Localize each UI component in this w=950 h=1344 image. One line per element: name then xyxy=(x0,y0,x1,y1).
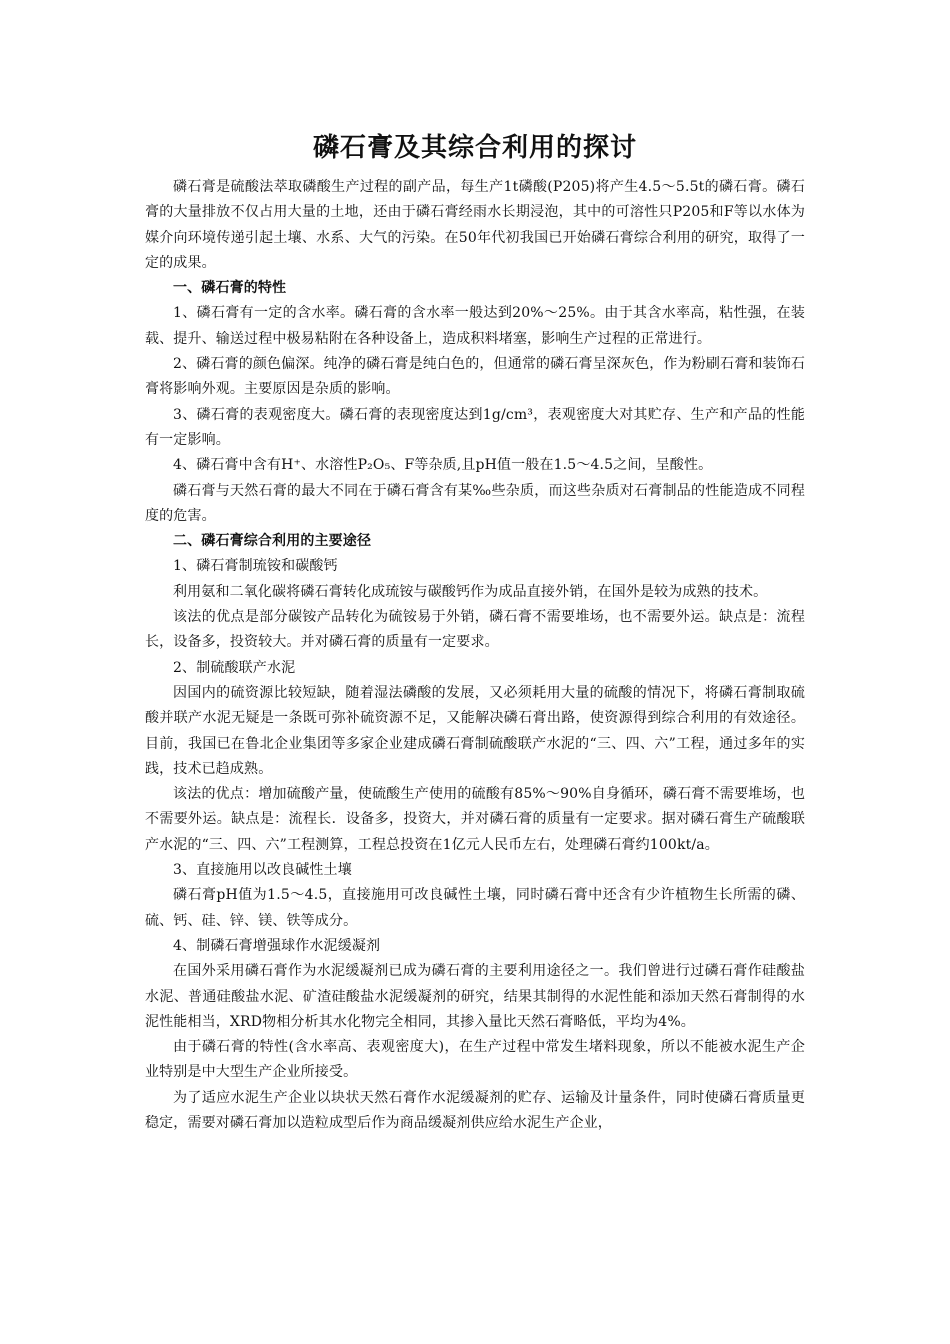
paragraph: 2、磷石膏的颜色偏深。纯净的磷石膏是纯白色的，但通常的磷石膏呈深灰色，作为粉刷石膏和装饰石膏将影响外观。主要原因是杂质的影响。 xyxy=(145,356,805,398)
paragraph: 4、制磷石膏增强球作水泥缓凝剂 xyxy=(173,937,381,954)
paragraph: 在国外采用磷石膏作为水泥缓凝剂已成为磷石膏的主要利用途径之一。我们曾进行过磷石膏作硅酸盐水泥、普通硅酸盐水泥、矿渣硅酸盐水泥缓凝剂的研究，结果其制得的水泥性能和添加天然石膏制得的水泥性能相当，XRD物相分析其水化物完全相同，其掺入量比天然石膏略低，平均为4%。 xyxy=(145,963,805,1030)
paragraph: 该法的优点：增加硫酸产量，使硫酸生产使用的硫酸有85%～90%自身循环，磷石膏不需要堆场，也不需要外运。缺点是：流程长．设备多，投资大，并对磷石膏的质量有一定要求。据对磷石膏生产硫酸联产水泥的“三、四、六”工程测算，工程总投资在1亿元人民币左右，处理磷石膏约100kt/a。 xyxy=(145,786,805,853)
paragraph: 为了适应水泥生产企业以块状天然石膏作水泥缓凝剂的贮存、运输及计量条件，同时使磷石膏质量更稳定，需要对磷石膏加以造粒成型后作为商品缓凝剂供应给水泥生产企业， xyxy=(145,1089,805,1131)
paragraph: 3、磷石膏的表观密度大。磷石膏的表现密度达到1g/cm³，表观密度大对其贮存、生产和产品的性能有一定影响。 xyxy=(145,406,805,448)
section-heading: 一、磷石膏的特性 xyxy=(173,280,287,297)
paragraph: 该法的优点是部分碳铵产品转化为硫铵易于外销，磷石膏不需要堆场，也不需要外运。缺点是：流程长，设备多，投资较大。并对磷石膏的质量有一定要求。 xyxy=(145,609,805,651)
paragraph: 1、磷石膏有一定的含水率。磷石膏的含水率一般达到20%～25%。由于其含水率高，粘性强，在装载、提升、输送过程中极易粘附在各种设备上，造成积料堵塞，影响生产过程的正常进行。 xyxy=(145,305,805,347)
document-title: 磷石膏及其综合利用的探讨 xyxy=(312,133,637,163)
section-heading: 二、磷石膏综合利用的主要途径 xyxy=(173,533,372,550)
paragraph: 磷石膏pH值为1.5～4.5，直接施用可改良碱性土壤，同时磷石膏中还含有少许植物生长所需的磷、硫、钙、硅、锌、镁、铁等成分。 xyxy=(145,887,805,929)
paragraph: 利用氨和二氧化碳将磷石膏转化成琉铵与碳酸钙作为成品直接外销，在国外是较为成熟的技术。 xyxy=(173,583,768,600)
paragraph: 因国内的硫资源比较短缺，随着湿法磷酸的发展，又必须耗用大量的硫酸的情况下，将磷石膏制取硫酸并联产水泥无疑是一条既可弥补硫资源不足，又能解决磷石膏出路，使资源得到综合利用的有效途径。目前，我国已在鲁北企业集团等多家企业建成磷石膏制硫酸联产水泥的“三、四、六”工程，通过多年的实践，技术已趋成熟。 xyxy=(145,684,805,777)
paragraph: 1、磷石膏制琉铵和碳酸钙 xyxy=(173,558,338,575)
document-page xyxy=(145,128,805,1136)
paragraph: 磷石膏与天然石膏的最大不同在于磷石膏含有某‰些杂质，而这些杂质对石膏制品的性能造成不同程度的危害。 xyxy=(145,482,805,524)
paragraph: 4、磷石膏中含有H⁺、水溶性P₂O₅、F等杂质,且pH值一般在1.5～4.5之间，呈酸性。 xyxy=(173,457,713,474)
paragraph: 3、直接施用以改良碱性土壤 xyxy=(173,862,352,879)
paragraph: 磷石膏是硫酸法萃取磷酸生产过程的副产品，每生产1t磷酸(P205)将产生4.5～5.5t的磷石膏。磷石膏的大量排放不仅占用大量的土地，还由于磷石膏经雨水长期浸泡，其中的可溶性只P205和F等以水体为媒介向环境传递引起土壤、水系、大气的污染。在50年代初我国已开始磷石膏综合利用的研究，取得了一定的成果。 xyxy=(145,179,805,271)
paragraph: 2、制硫酸联产水泥 xyxy=(173,659,296,676)
paragraph: 由于磷石膏的特性(含水率高、表观密度大)，在生产过程中常发生堵料现象，所以不能被水泥生产企业特别是中大型生产企业所接受。 xyxy=(145,1039,805,1081)
document-body xyxy=(145,175,805,1136)
